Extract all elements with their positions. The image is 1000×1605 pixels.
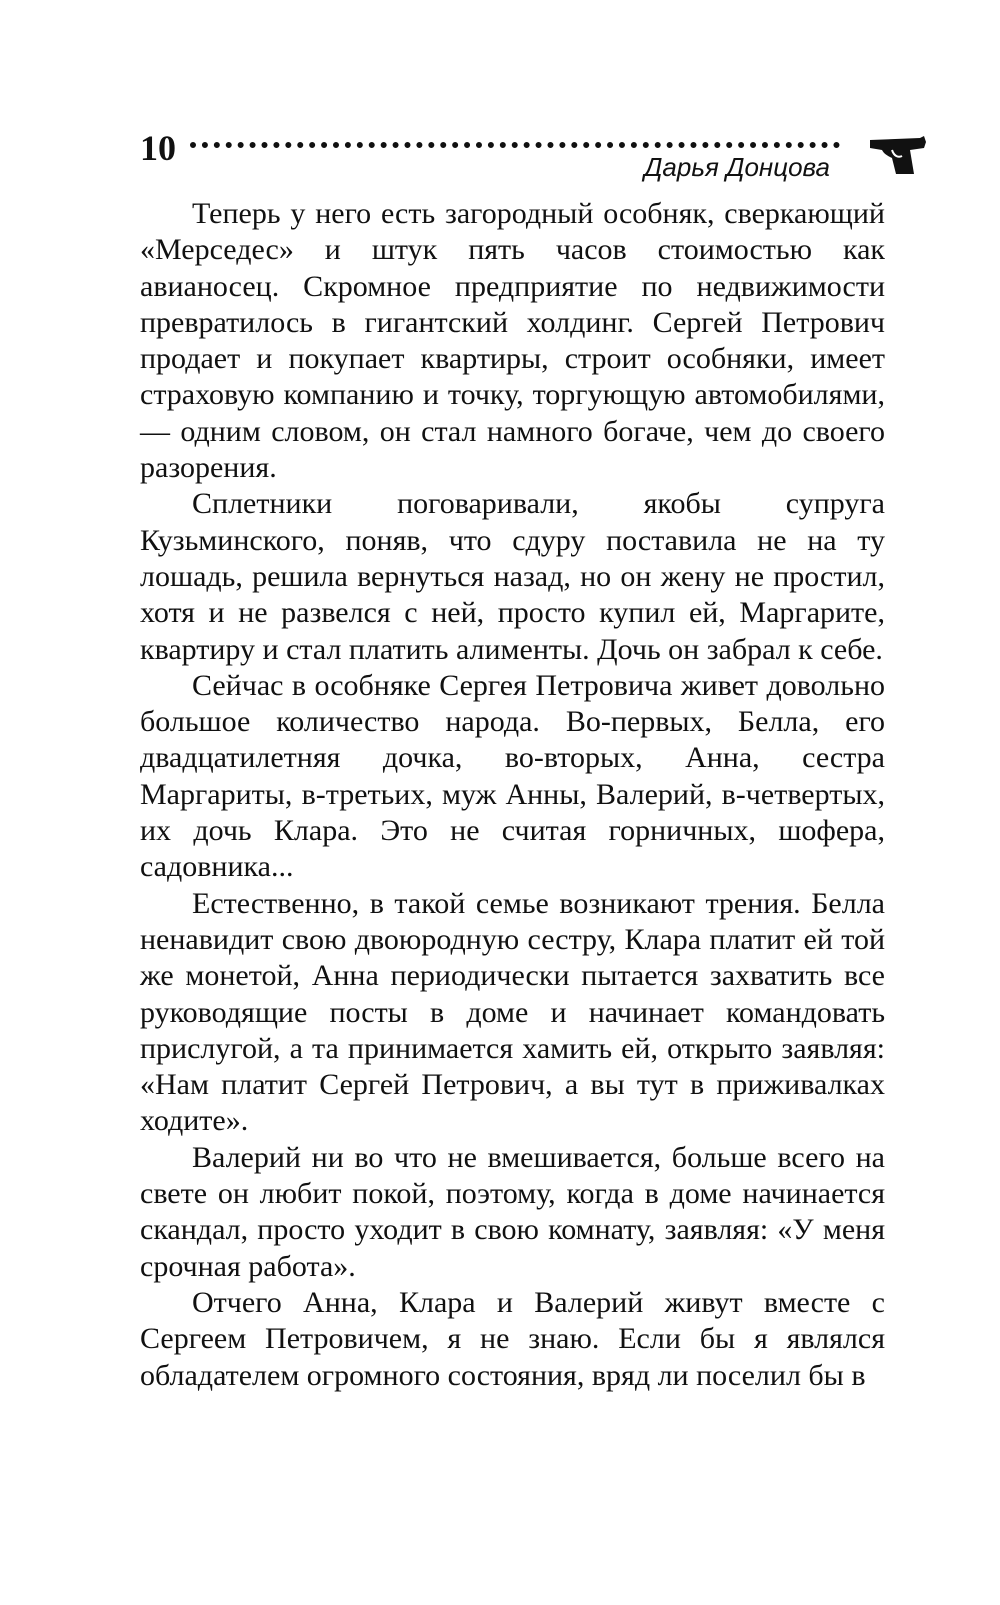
paragraph: Валерий ни во что не вмешивается, больше всего на свете он любит покой, поэтому, когда в доме начинается скандал, просто уходит в свою комнату, заявляя: «У меня срочная работа». xyxy=(140,1140,885,1283)
paragraph: Сплетники поговаривали, якобы супруга Кузьминского, поняв, что сдуру поставила не на ту лошадь, решила вернуться назад, но он жену не простил, хотя и не развелся с ней, просто купил ей, Маргарите, квартиру и стал платить алименты. Дочь он забрал к себе. xyxy=(140,487,885,666)
paragraph: Сейчас в особняке Сергея Петровича живет довольно большое количество народа. Во-первых, Белла, его двадцатилетняя дочка, во-вторых, Анна, сестра Маргариты, в-третьих, муж Анны, Валерий, в-четвертых, их дочь Клара. Это не считая горничных, шофера, садовника... xyxy=(140,668,885,884)
paragraph: Отчего Анна, Клара и Валерий живут вместе с Сергеем Петровичем, я не знаю. Если бы я являлся обладателем огромного состояния, вряд ли поселил бы в xyxy=(140,1285,885,1392)
book-text xyxy=(140,196,885,1394)
running-header xyxy=(140,128,930,188)
paragraph: Естественно, в такой семье возникают трения. Белла ненавидит свою двоюродную сестру, Клара платит ей той же монетой, Анна периодически пытается захватить все руководящие посты в доме и начинает командовать прислугой, а та принимается хамить ей, открыто заявляя: «Нам платит Сергей Петрович, а вы тут в приживалках ходите». xyxy=(140,886,885,1138)
pistol-icon xyxy=(868,134,930,176)
author-name: Дарья Донцова xyxy=(644,152,830,182)
page-number: 10 xyxy=(140,128,176,168)
paragraph: Теперь у него есть загородный особняк, сверкающий «Мерседес» и штук пять часов стоимостью как авианосец. Скромное предприятие по недвижимости превратилось в гигантский холдинг. Сергей Петрович продает и покупает квартиры, строит особняки, имеет страховую компанию и точку, торгующую автомобилями, — одним словом, он стал намного богаче, чем до своего разорения. xyxy=(140,197,885,485)
header-dotted-rule xyxy=(190,142,840,148)
